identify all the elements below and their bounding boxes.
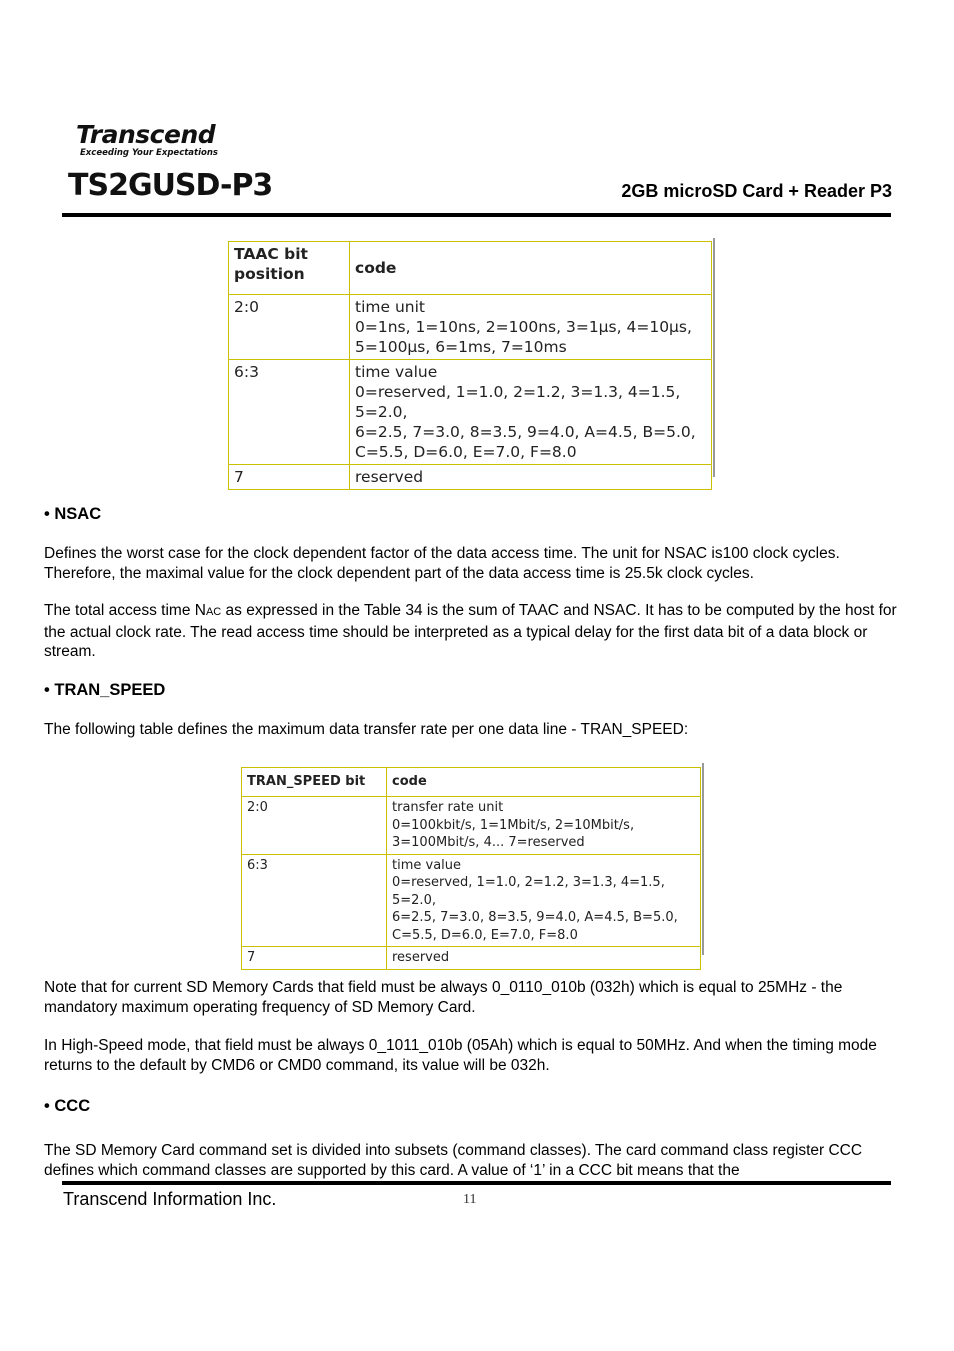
tran-speed-note-1: Note that for current SD Memory Cards that field must be always 0_0110_010b (032h) which is equal to 25MHz - the mandatory maximum operating frequency of SD Memory Card. — [44, 979, 843, 1016]
nsac-paragraph-1: Defines the worst case for the clock dependent factor of the data access time. The unit for NSAC is100 clock cycles. Therefore, the maximal value for the clock dependent part of the data access time is 25.5k clock cycles. — [44, 545, 840, 582]
cell-line: 6=2.5, 7=3.0, 8=3.5, 9=4.0, A=4.5, B=5.0, — [392, 910, 678, 925]
header-divider — [62, 213, 891, 217]
nsac-paragraph-2 — [44, 601, 906, 662]
table-cell — [387, 947, 701, 970]
cell-line: C=5.5, D=6.0, E=7.0, F=8.0 — [392, 927, 578, 943]
table-header-cell: TRAN_SPEED bit — [242, 768, 387, 797]
cell-line: 3=100Mbit/s, 4... 7=reserved — [392, 835, 585, 850]
cell-line: transfer rate unit — [392, 800, 504, 815]
cell-line: C=5.5, D=6.0, E=7.0, F=8.0 — [355, 443, 577, 461]
table-cell: 7 — [229, 465, 350, 490]
product-subtitle: 2GB microSD Card + Reader P3 — [621, 181, 892, 201]
section-heading-tran-speed: • TRAN_SPEED — [44, 681, 166, 699]
cell-line: 0=1ns, 1=10ns, 2=100ns, 3=1μs, 4=10μs, — [355, 318, 692, 336]
tran-speed-note-2: In High-Speed mode, that field must be always 0_1011_010b (05Ah) which is equal to 50MHz. And when the timing mode returns to the default by CMD6 or CMD0 command, its value will be 032h. — [44, 1037, 877, 1074]
table-cell — [350, 465, 712, 490]
table-header-cell: code — [387, 768, 701, 797]
text-run: as expressed in the Table 34 is the sum of TAAC and NSAC. It has to be computed by the host for the actual clock rate. The read access time should be interpreted as a typical delay for the first data bit of a data block or stream. — [44, 602, 897, 660]
brand-tagline: Exceeding Your Expectations — [80, 148, 218, 158]
table-shadow — [702, 763, 704, 955]
table-row — [229, 295, 712, 360]
table-header-cell: code — [350, 242, 712, 295]
tran-speed-table — [241, 767, 701, 970]
table-row — [229, 360, 712, 465]
brand-logo: Transcend — [76, 120, 216, 149]
text-run-subscript: AC — [205, 606, 222, 618]
cell-line: time unit — [355, 298, 425, 316]
table-cell — [350, 295, 712, 360]
ccc-paragraph: The SD Memory Card command set is divided into subsets (command classes). The card command class register CCC defines which command classes are supported by this card. A value of ‘1’ in a CCC bit means that the — [44, 1142, 863, 1179]
cell-line: 0=reserved, 1=1.0, 2=1.2, 3=1.3, 4=1.5, 5=2.0, — [355, 383, 681, 421]
cell-line: 0=100kbit/s, 1=1Mbit/s, 2=10Mbit/s, — [392, 817, 635, 833]
footer-divider — [62, 1181, 891, 1185]
section-heading-ccc: • CCC — [44, 1097, 91, 1115]
table-cell: 2:0 — [242, 797, 387, 855]
cell-line: time value — [392, 857, 462, 873]
table-cell — [387, 797, 701, 855]
table-row — [242, 854, 701, 947]
table-header-row — [229, 242, 712, 295]
footer-company: Transcend Information Inc. — [63, 1189, 277, 1209]
text-run: The total access time N — [44, 602, 206, 619]
table-cell — [387, 854, 701, 947]
tran-speed-intro: The following table defines the maximum data transfer rate per one data line - TRAN_SPEED: — [44, 721, 689, 738]
table-cell: 6:3 — [242, 854, 387, 947]
product-title: TS2GUSD-P3 — [68, 168, 273, 203]
table-header-row — [242, 768, 701, 797]
cell-line: 6=2.5, 7=3.0, 8=3.5, 9=4.0, A=4.5, B=5.0, — [355, 423, 696, 441]
table-cell — [350, 360, 712, 465]
cell-line: reserved — [392, 950, 450, 965]
taac-table — [228, 241, 712, 490]
table-row — [242, 797, 701, 855]
table-header-cell: TAAC bit position — [229, 242, 350, 295]
section-heading-nsac: • NSAC — [44, 505, 102, 523]
table-shadow — [713, 238, 715, 477]
page-number: 11 — [463, 1192, 477, 1207]
cell-line: 0=reserved, 1=1.0, 2=1.2, 3=1.3, 4=1.5, 5=2.0, — [392, 875, 665, 908]
cell-line: reserved — [355, 468, 424, 486]
table-row — [229, 465, 712, 490]
table-cell: 7 — [242, 947, 387, 970]
cell-line: time value — [355, 363, 438, 381]
table-cell: 6:3 — [229, 360, 350, 465]
cell-line: 5=100μs, 6=1ms, 7=10ms — [355, 338, 567, 356]
table-cell: 2:0 — [229, 295, 350, 360]
table-row — [242, 947, 701, 970]
